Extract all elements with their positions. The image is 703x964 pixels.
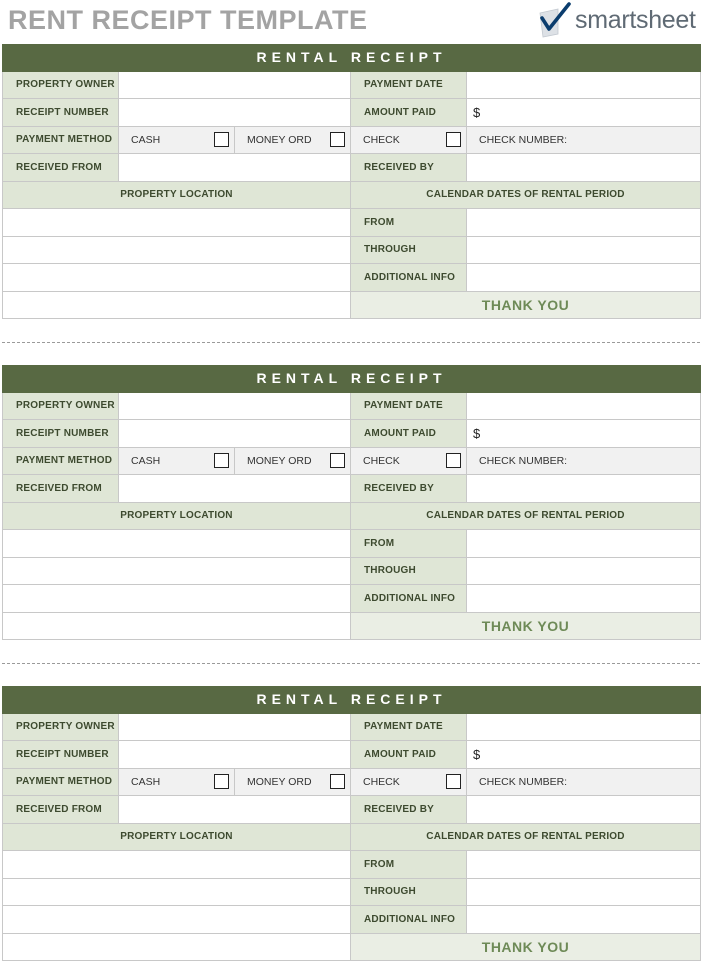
received-by-input[interactable] [467,796,701,823]
received-by-input[interactable] [467,154,701,181]
cut-line-divider [2,342,700,343]
payment-method-label: PAYMENT METHOD [2,769,119,796]
through-row [2,558,701,586]
property-location-line-3[interactable] [2,585,351,612]
received-row [2,475,701,503]
section-headers-row [2,824,701,852]
from-row [2,530,701,558]
through-label: THROUGH [351,879,467,906]
money-order-label: MONEY ORD [247,775,312,788]
property-location-line-1[interactable] [2,530,351,557]
payment-date-label: PAYMENT DATE [351,72,467,99]
check-number-label: CHECK NUMBER: [479,454,568,467]
money-order-label: MONEY ORD [247,133,312,146]
through-label: THROUGH [351,558,467,585]
through-date-input[interactable] [467,558,701,585]
cash-label: CASH [131,133,161,146]
property-location-line-2[interactable] [2,879,351,906]
through-date-input[interactable] [467,879,701,906]
cash-option [119,769,235,796]
cash-label: CASH [131,775,161,788]
property-owner-input[interactable] [119,393,351,420]
receipt-header: RENTAL RECEIPT [2,44,701,72]
from-row [2,851,701,879]
property-location-label: PROPERTY LOCATION [2,824,351,851]
from-label: FROM [351,209,467,236]
payment-date-label: PAYMENT DATE [351,393,467,420]
owner-row [2,714,701,742]
rental-receipt-2 [2,365,701,640]
check-checkbox[interactable] [446,774,461,789]
thank-you-row [2,613,701,641]
thank-you-text: THANK YOU [351,934,701,961]
property-owner-input[interactable] [119,714,351,741]
payment-method-row [2,127,701,155]
cut-line-divider [2,663,700,664]
check-option [351,448,467,475]
receipt-number-row [2,420,701,448]
amount-paid-input[interactable]: $ [467,99,701,126]
check-label: CHECK [363,775,400,788]
additional-info-label: ADDITIONAL INFO [351,264,467,291]
cash-checkbox[interactable] [214,453,229,468]
check-checkbox[interactable] [446,132,461,147]
property-location-line-4[interactable] [2,292,351,319]
payment-method-label: PAYMENT METHOD [2,127,119,154]
check-checkbox[interactable] [446,453,461,468]
from-date-input[interactable] [467,530,701,557]
receipt-number-input[interactable] [119,741,351,768]
money-order-option [235,448,351,475]
payment-method-row [2,769,701,797]
through-date-input[interactable] [467,237,701,264]
receipt-number-row [2,99,701,127]
check-number-field[interactable] [467,127,701,154]
owner-row [2,72,701,100]
receipt-header: RENTAL RECEIPT [2,365,701,393]
through-row [2,237,701,265]
section-headers-row [2,503,701,531]
property-location-line-1[interactable] [2,851,351,878]
received-from-label: RECEIVED FROM [2,475,119,502]
property-location-line-4[interactable] [2,934,351,961]
property-location-label: PROPERTY LOCATION [2,503,351,530]
receipt-number-label: RECEIPT NUMBER [2,420,119,447]
from-label: FROM [351,851,467,878]
check-number-label: CHECK NUMBER: [479,133,568,146]
cash-option [119,448,235,475]
property-location-line-1[interactable] [2,209,351,236]
page-title: RENT RECEIPT TEMPLATE [8,5,368,35]
property-owner-label: PROPERTY OWNER [2,714,119,741]
calendar-dates-label: CALENDAR DATES OF RENTAL PERIOD [351,824,701,851]
additional-info-row [2,906,701,934]
additional-info-input[interactable] [467,585,701,612]
additional-info-label: ADDITIONAL INFO [351,906,467,933]
received-by-label: RECEIVED BY [351,475,467,502]
amount-paid-input[interactable]: $ [467,741,701,768]
through-row [2,879,701,907]
payment-date-input[interactable] [467,72,701,99]
cash-label: CASH [131,454,161,467]
property-location-label: PROPERTY LOCATION [2,182,351,209]
received-from-input[interactable] [119,796,351,823]
received-by-label: RECEIVED BY [351,154,467,181]
thank-you-row [2,934,701,962]
from-row [2,209,701,237]
received-from-input[interactable] [119,154,351,181]
money-order-option [235,127,351,154]
payment-date-label: PAYMENT DATE [351,714,467,741]
received-from-label: RECEIVED FROM [2,154,119,181]
received-from-input[interactable] [119,475,351,502]
check-option [351,769,467,796]
amount-paid-label: AMOUNT PAID [351,99,467,126]
from-date-input[interactable] [467,851,701,878]
money-order-label: MONEY ORD [247,454,312,467]
receipt-header: RENTAL RECEIPT [2,686,701,714]
property-owner-label: PROPERTY OWNER [2,72,119,99]
property-location-line-2[interactable] [2,237,351,264]
property-location-line-3[interactable] [2,906,351,933]
receipt-number-input[interactable] [119,420,351,447]
section-headers-row [2,182,701,210]
smartsheet-logo [538,1,696,39]
amount-paid-label: AMOUNT PAID [351,741,467,768]
received-row [2,796,701,824]
checkmark-logo-icon [538,2,572,38]
check-number-field[interactable] [467,769,701,796]
received-from-label: RECEIVED FROM [2,796,119,823]
check-label: CHECK [363,454,400,467]
check-option [351,127,467,154]
payment-method-label: PAYMENT METHOD [2,448,119,475]
receipt-number-row [2,741,701,769]
through-label: THROUGH [351,237,467,264]
calendar-dates-label: CALENDAR DATES OF RENTAL PERIOD [351,503,701,530]
money-order-checkbox[interactable] [330,774,345,789]
property-location-line-3[interactable] [2,264,351,291]
rental-receipt-1 [2,44,701,319]
money-order-option [235,769,351,796]
thank-you-text: THANK YOU [351,613,701,640]
additional-info-label: ADDITIONAL INFO [351,585,467,612]
cash-option [119,127,235,154]
received-by-input[interactable] [467,475,701,502]
check-number-field[interactable] [467,448,701,475]
received-row [2,154,701,182]
additional-info-row [2,585,701,613]
payment-date-input[interactable] [467,714,701,741]
owner-row [2,393,701,421]
cash-checkbox[interactable] [214,774,229,789]
from-label: FROM [351,530,467,557]
receipt-number-input[interactable] [119,99,351,126]
property-owner-input[interactable] [119,72,351,99]
receipt-number-label: RECEIPT NUMBER [2,741,119,768]
thank-you-text: THANK YOU [351,292,701,319]
amount-paid-input[interactable]: $ [467,420,701,447]
property-owner-label: PROPERTY OWNER [2,393,119,420]
received-by-label: RECEIVED BY [351,796,467,823]
receipt-number-label: RECEIPT NUMBER [2,99,119,126]
amount-paid-label: AMOUNT PAID [351,420,467,447]
thank-you-row [2,292,701,320]
cash-checkbox[interactable] [214,132,229,147]
rental-receipt-3 [2,686,701,961]
additional-info-input[interactable] [467,264,701,291]
money-order-checkbox[interactable] [330,132,345,147]
calendar-dates-label: CALENDAR DATES OF RENTAL PERIOD [351,182,701,209]
payment-method-row [2,448,701,476]
property-location-line-4[interactable] [2,613,351,640]
additional-info-row [2,264,701,292]
money-order-checkbox[interactable] [330,453,345,468]
from-date-input[interactable] [467,209,701,236]
check-label: CHECK [363,133,400,146]
payment-date-input[interactable] [467,393,701,420]
check-number-label: CHECK NUMBER: [479,775,568,788]
property-location-line-2[interactable] [2,558,351,585]
additional-info-input[interactable] [467,906,701,933]
logo-text: smartsheet [575,5,696,34]
